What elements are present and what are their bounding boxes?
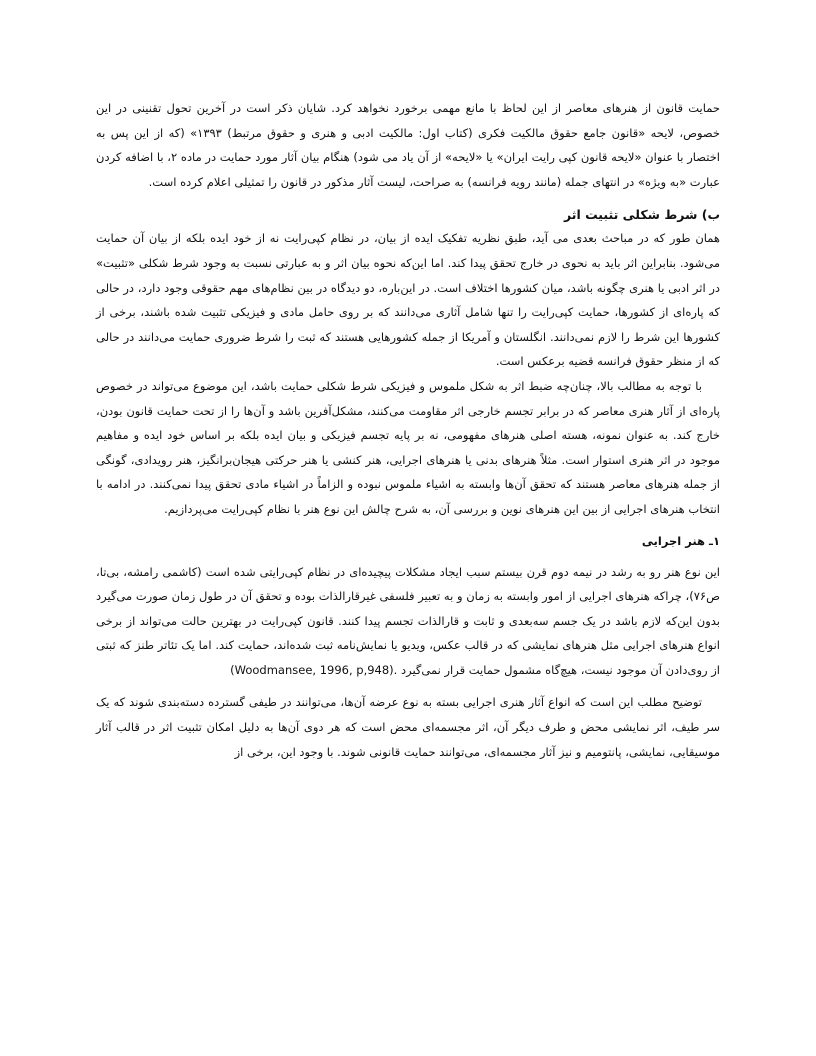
paragraph-5: توضیح مطلب این است که انواع آثار هنری اجرایی بسته به نوع عرضه آن‌ها، می‌توانند در طیفی گسترده دسته‌بندی شوند که یک سر طیف، اثر نمایشی محض و طرف دیگر آن، اثر مجسمه‌ای محض است که هر دوی آن‌ها به دلیل امکان تثبیت اثر در قالب آثار موسیقایی، نمایشی، پانتومیم و نیز آثار مجسمه‌ای، می‌توانند حمایت قانونی شوند. با وجود این، برخی از <box>96 695 720 759</box>
paragraph-4 <box>96 560 720 683</box>
paragraph-1: حمایت قانون از هنرهای معاصر از این لحاظ با مانع مهمی برخورد نخواهد کرد. شایان ذکر است در آخرین تحول تقنینی در این خصوص، لایحه «قانون جامع حقوق مالکیت فکری (کتاب اول: مالکیت ادبی و هنری و حقوق مرتبط) ۱۳۹۳» (که از این پس به اختصار با عنوان «لایحه قانون کپی رایت ایران» یا «لایحه» از آن یاد می شود) هنگام بیان آثار مورد حمایت در ماده ۲، با اضافه کردن عبارت «به ویژه» در انتهای جمله (مانند رویه فرانسه) به صراحت، لیست آثار مذکور در قانون را تمثیلی اعلام کرده است. <box>96 101 720 189</box>
paragraph-4-text: این نوع هنر رو به رشد در نیمه دوم قرن بیستم سبب ایجاد مشکلات پیچیده‌ای در نظام کپی‌رایتی شده است (کاشمی رامشه، بی‌تا، ص۷۶)، چراکه هنرهای اجرایی از امور وابسته به زمان و به تعبیر فلسفی غیرقارالذات بوده و تحقق آن در طول زمان صورت می‌گیرد بدون این‌که لازم باشد در یک جسم سه‌بعدی و ثابت و قارالذات تجسم پیدا کنند. قانون کپی‌رایت در بهترین حالت می‌تواند از برخی انواع هنرهای اجرایی مثل هنرهای نمایشی که در قالب عکس، ویدیو یا نمایش‌نامه ثبت شده‌اند، حمایت کند. اما یک تئاتر طنز که ثبتی از روی‌دادن آن موجود نیست، هیچ‌گاه مشمول حمایت قرار نمی‌گیرد <box>96 564 720 677</box>
spacer <box>96 522 720 530</box>
citation: (Woodmansee, 1996, p,948). <box>230 662 398 677</box>
spacer <box>96 682 720 690</box>
spacer <box>96 194 720 204</box>
subsection-heading-1: ۱ـ هنر اجرایی <box>641 533 720 548</box>
paragraph-2: همان طور که در مباحث بعدی می آید، طبق نظریه تفکیک ایده از بیان، در نظام کپی‌رایت نه از خود ایده بلکه از بیان آن حمایت می‌شود. بنابراین اثر باید به نحوی در خارج تحقق پیدا کند. اما این‌که نحوه بیان اثر و به عبارتی نسبت به وجود شرط شکلی «تثبیت» در اثر ادبی یا هنری چگونه باشد، میان کشورها اختلاف است. در این‌باره، دو دیدگاه در بین نظام‌های مهم حقوقی وجود دارد، در حالی که پاره‌ای از کشورها، حمایت کپی‌رایت را تنها شامل آثاری می‌دانند که بر روی حامل مادی و فیزیکی تثبیت شده باشند، برخی از کشورها این شرط را لازم نمی‌دانند. انگلستان و آمریکا از جمله کشورهایی هستند که ثبت را شرط ضروری حمایت می‌دانند در حالی که از منظر حقوق فرانسه قضیه برعکس است. <box>96 231 720 369</box>
spacer <box>96 552 720 560</box>
section-heading-b: ب) شرط شکلی تثبیت اثر <box>563 207 720 223</box>
paragraph-3: با توجه به مطالب بالا، چنان‌چه ضبط اثر به شکل ملموس و فیزیکی شرط شکلی حمایت باشد، این موضوع می‌تواند در خصوص پاره‌ای از آثار هنری معاصر که در برابر تجسم خارجی اثر مقاومت می‌کنند، مشکل‌آفرین باشد و آن‌ها را از تحت حمایت قانون بودن، خارج کند. به عنوان نمونه، هسته اصلی هنرهای مفهومی، نه بر پایه تجسم فیزیکی و بیان ایده بلکه بر اساس خود ایده و مفاهیم موجود در اثر هنری استوار است. مثلاً هنرهای بدنی یا هنرهای اجرایی، هنر کنشی یا هنر حرکتی هیجان‌برانگیز، هنر رویدادی، گونگی از جمله هنرهای معاصر هستند که تحقق آن‌ها وابسته به اشیاء ملموس نبوده و الزاماً در اشیاء مادی تحقق پیدا نمی‌کنند. در ادامه با انتخاب هنرهای اجرایی از بین این هنرهای نوین و بررسی آن، به شرح چالش این نوع هنر با نظام کپی‌رایت می‌پردازیم. <box>96 378 720 516</box>
